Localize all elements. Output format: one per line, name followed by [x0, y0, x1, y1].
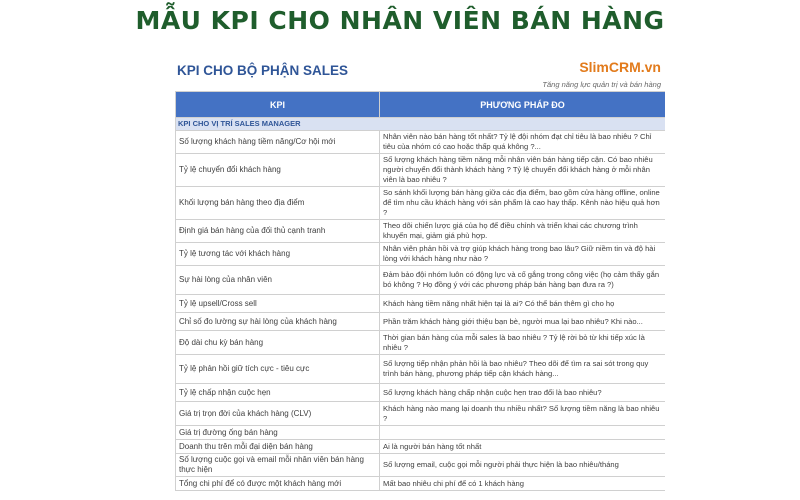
kpi-cell: Khối lượng bán hàng theo địa điểm [176, 187, 380, 220]
logo-tagline: Tăng năng lực quản trị và bán hàng [542, 80, 661, 89]
kpi-cell: Tỷ lệ chuyển đổi khách hàng [176, 154, 380, 187]
kpi-table [175, 91, 665, 491]
table-row [176, 266, 666, 295]
method-cell: Đảm bảo đội nhóm luôn có động lực và cố gắng trong công việc (họ cảm thấy gắn bó không ? Họ đồng ý với các phương pháp bán hàng bạn đưa ra ?) [380, 266, 666, 295]
column-header-method: PHƯƠNG PHÁP ĐO [380, 92, 666, 118]
kpi-cell: Tỷ lệ phản hồi giữ tích cực - tiêu cực [176, 355, 380, 384]
table-row [176, 402, 666, 426]
kpi-cell: Giá trị đường ống bán hàng [176, 426, 380, 440]
kpi-sheet [175, 57, 665, 500]
table-row [176, 187, 666, 220]
method-cell: Nhân viên phản hồi và trợ giúp khách hàng trong bao lâu? Giữ niềm tin và độ hài lòng với khách hàng như nào ? [380, 243, 666, 266]
table-row [176, 355, 666, 384]
slimcrm-logo: SlimCRM.vn [579, 59, 661, 75]
kpi-cell: Doanh thu trên mỗi đại diện bán hàng [176, 440, 380, 454]
table-row [176, 331, 666, 355]
table-row [176, 426, 666, 440]
table-row [176, 454, 666, 477]
table-header-row [176, 92, 666, 118]
method-cell: Mất bao nhiêu chi phí để có 1 khách hàng [380, 477, 666, 491]
table-row [176, 477, 666, 491]
table-row [176, 384, 666, 402]
section-label: KPI CHO VỊ TRÍ SALES MANAGER [176, 118, 666, 131]
kpi-cell: Tổng chi phí để có được một khách hàng mới [176, 477, 380, 491]
table-row [176, 243, 666, 266]
method-cell: Phần trăm khách hàng giới thiệu bạn bè, người mua lại bao nhiêu? Khi nào... [380, 313, 666, 331]
method-cell: Nhân viên nào bán hàng tốt nhất? Tỷ lệ đội nhóm đạt chỉ tiêu là bao nhiêu ? Chỉ tiêu của nhóm có cao hoặc thấp quá không ?... [380, 131, 666, 154]
method-cell: Khách hàng tiềm năng nhất hiện tại là ai? Có thể bán thêm gì cho họ [380, 295, 666, 313]
method-cell: Số lượng tiếp nhận phản hồi là bao nhiêu? Theo dõi để tìm ra sai sót trong quy trình bán hàng, phương pháp tiếp cận khách hàng... [380, 355, 666, 384]
kpi-cell: Số lượng cuộc gọi và email mỗi nhân viên bán hàng thực hiện [176, 454, 380, 477]
kpi-cell: Giá trị trọn đời của khách hàng (CLV) [176, 402, 380, 426]
page-title: MẪU KPI CHO NHÂN VIÊN BÁN HÀNG [135, 6, 665, 35]
kpi-cell: Số lượng khách hàng tiềm năng/Cơ hội mới [176, 131, 380, 154]
kpi-cell: Tỷ lệ tương tác với khách hàng [176, 243, 380, 266]
table-row [176, 131, 666, 154]
kpi-cell: Tỷ lệ upsell/Cross sell [176, 295, 380, 313]
sheet-title: KPI CHO BỘ PHẬN SALES [177, 63, 349, 78]
table-row [176, 313, 666, 331]
sheet-header [175, 57, 665, 91]
method-cell: Thời gian bán hàng của mỗi sales là bao nhiêu ? Tỷ lệ rời bỏ từ khi tiếp xúc là nhiêu ? [380, 331, 666, 355]
method-cell: Số lượng khách hàng chấp nhận cuộc hẹn trao đổi là bao nhiêu? [380, 384, 666, 402]
section-row [176, 118, 666, 131]
kpi-cell: Sự hài lòng của nhân viên [176, 266, 380, 295]
table-row [176, 440, 666, 454]
table-row [176, 295, 666, 313]
method-cell: Theo dõi chiến lược giá của họ để điều chỉnh và triển khai các chương trình khuyến mại, giảm giá phù hợp. [380, 220, 666, 243]
method-cell: Số lượng khách hàng tiềm năng mỗi nhân viên bán hàng tiếp cận. Có bao nhiêu người chuyển đổi thành khách hàng ? Tỷ lệ chuyển đổi khách hàng ở mỗi nhân viên là bao nhiêu ? [380, 154, 666, 187]
table-row [176, 154, 666, 187]
method-cell: Khách hàng nào mang lại doanh thu nhiều nhất? Số lượng tiềm năng là bao nhiêu ? [380, 402, 666, 426]
table-row [176, 220, 666, 243]
kpi-cell: Chỉ số đo lường sự hài lòng của khách hàng [176, 313, 380, 331]
kpi-cell: Tỷ lệ chấp nhận cuộc hẹn [176, 384, 380, 402]
method-cell [380, 426, 666, 440]
method-cell: Ai là người bán hàng tốt nhất [380, 440, 666, 454]
kpi-cell: Định giá bán hàng của đối thủ cạnh tranh [176, 220, 380, 243]
method-cell: So sánh khối lượng bán hàng giữa các địa điểm, bao gồm cửa hàng offline, online để tìm nhu cầu khách hàng với sản phẩm là cao hay thấp. Kênh nào hiệu quả hơn ? [380, 187, 666, 220]
kpi-cell: Độ dài chu kỳ bán hàng [176, 331, 380, 355]
method-cell: Số lượng email, cuộc gọi mỗi người phải thực hiện là bao nhiêu/tháng [380, 454, 666, 477]
column-header-kpi: KPI [176, 92, 380, 118]
